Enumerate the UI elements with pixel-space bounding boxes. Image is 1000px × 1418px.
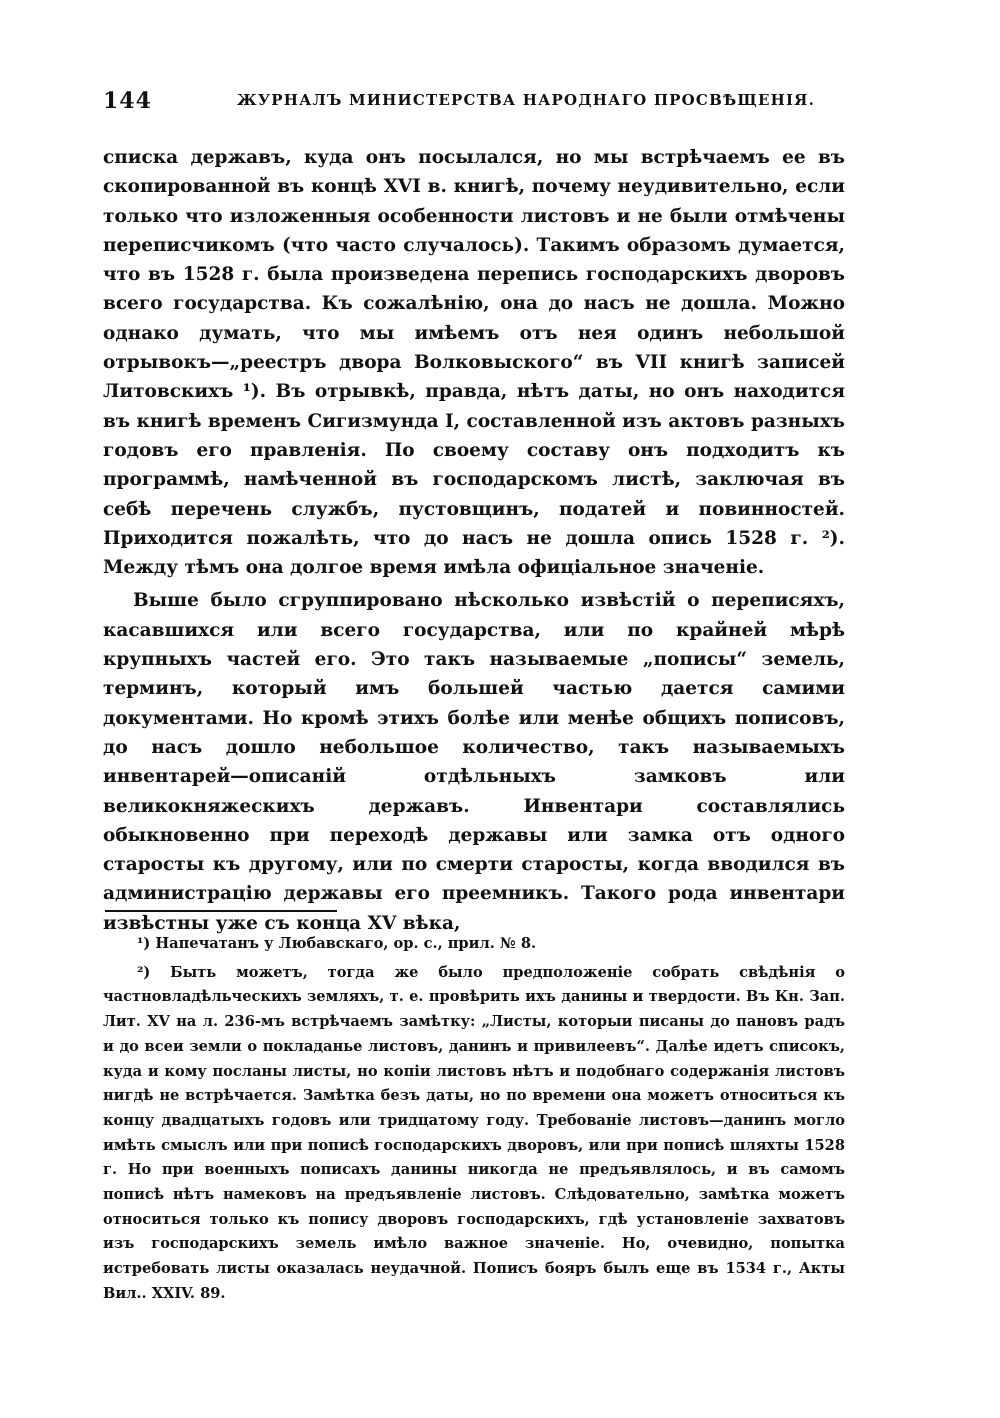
paragraph-1: списка державъ, куда онъ посылался, но мы встрѣчаемъ ее въ скопированной въ концѣ XVI в. книгѣ, почему неудивительно, если только что изложенныя особенности листовъ и не были отмѣчены переписчикомъ (что часто случалось). Такимъ образомъ думается, что въ 1528 г. была произведена перепись господарскихъ дворовъ всего государства. Къ сожалѣнію, она до насъ не дошла. Можно однако думать, что мы имѣемъ отъ нея одинъ небольшой отрывокъ—„реестръ двора Волковыского“ въ VII книгѣ записей Литовскихъ ¹). Въ отрывкѣ, правда, нѣтъ даты, но онъ находится въ книгѣ временъ Сигизмунда I, составленной изъ актовъ разныхъ годовъ его правленія. По своему составу онъ подходитъ къ программѣ, намѣченной въ господарскомъ листѣ, заключая въ себѣ перечень службъ, пустовщинъ, податей и повинностей. Приходится пожалѣть, что до насъ не дошла опись 1528 г. ²). Между тѣмъ она долгое время имѣла офиціальное значеніе.: [103, 147, 845, 579]
footnote-separator: [105, 910, 337, 912]
footnote-2: ²) Быть можетъ, тогда же было предположеніе собрать свѣдѣнія о частновладѣльческихъ земляхъ, т. е. провѣрить ихъ данины и твердости. Въ Кн. Зап. Лит. XV на л. 236-мъ встрѣчаемъ замѣтку: „Листы, которыи писаны до пановъ радъ и до всеи земли о покладанье листовъ, данинъ и привилеевъ“. Далѣе идетъ списокъ, куда и кому посланы листы, но копіи листовъ нѣтъ и подобнаго содержанія листовъ нигдѣ не встрѣчается. Замѣтка безъ даты, но по времени она можетъ относиться къ концу двадцатыхъ годовъ или тридцатому году. Требованіе листовъ—данинъ могло имѣть смыслъ или при пописѣ господарскихъ дворовъ, или при пописѣ шляхты 1528 г. Но при военныхъ пописахъ данины никогда не предъявлялось, и въ самомъ пописѣ нѣтъ намековъ на предъявленіе листовъ. Слѣдовательно, замѣтка можетъ относиться только къ попису дворовъ господарскихъ, гдѣ установленіе захватовъ изъ господарскихъ земель имѣло важное значеніе. Но, очевидно, попытка истребовать листы оказалась неудачной. Пописъ бояръ былъ еще въ 1534 г., Акты Вил.. XXIV. 89.: [103, 963, 845, 1302]
footnotes: [103, 932, 845, 1309]
body-text: [103, 143, 845, 938]
paragraph-2: Выше было сгруппировано нѣсколько извѣстій о переписяхъ, касавшихся или всего государства, или по крайней мѣрѣ крупныхъ частей его. Это такъ называемые „пописы“ земель, терминъ, который имъ большей частью дается самими документами. Но кромѣ этихъ болѣе или менѣе общихъ пописовъ, до насъ дошло небольшое количество, такъ называемыхъ инвентарей—описаній отдѣльныхъ замковъ или великокняжескихъ державъ. Инвентари составлялись обыкновенно при переходѣ державы или замка отъ одного старосты къ другому, или по смерти старосты, когда вводился въ администрацію державы его преемникъ. Такого рода инвентари извѣстны уже съ конца XV вѣка,: [103, 590, 845, 934]
running-head: [103, 88, 843, 114]
journal-title: ЖУРНАЛЪ МИНИСТЕРСТВА НАРОДНАГО ПРОСВѢЩЕНІЯ.: [237, 91, 816, 109]
page-number: 144: [103, 88, 152, 114]
footnote-1: ¹) Напечатанъ у Любавскаго, op. c., прил. № 8.: [137, 935, 537, 952]
